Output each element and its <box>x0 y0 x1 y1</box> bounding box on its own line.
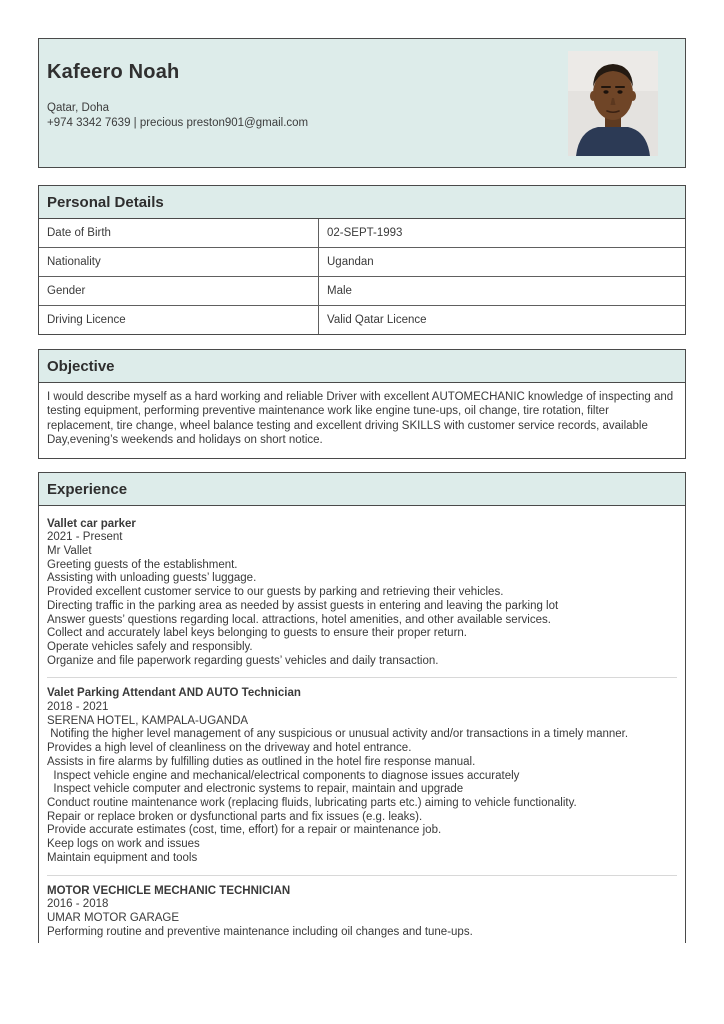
field-label: Date of Birth <box>39 219 319 247</box>
job-employer: Mr Vallet <box>47 545 92 558</box>
field-label: Gender <box>39 277 319 305</box>
field-label: Driving Licence <box>39 306 319 334</box>
job-duty: Organize and file paperwork regarding guests’ vehicles and daily transaction. <box>47 654 439 667</box>
job-duty: Notifing the higher level management of any suspicious or unusual activity and/or transactions in a timely manner. <box>47 728 629 741</box>
portrait-illustration <box>568 51 658 156</box>
job-duty: Answer guests’ questions regarding local. attractions, hotel amenities, and other available services. <box>47 613 551 626</box>
job-duty: Provides a high level of cleanliness on the driveway and hotel entrance. <box>47 742 412 755</box>
personal-details-table <box>39 219 685 334</box>
job-duty: Maintain equipment and tools <box>47 851 198 864</box>
job-duty: Provide accurate estimates (cost, time, effort) for a repair or maintenance job. <box>47 824 442 837</box>
job-separator <box>47 875 677 876</box>
candidate-location: Qatar, Doha <box>47 102 110 114</box>
job-period: 2021 - Present <box>47 531 123 544</box>
job-entry <box>47 885 677 940</box>
section-title-personal-details: Personal Details <box>39 186 685 219</box>
job-duty: Directing traffic in the parking area as needed by assist guests in entering and leaving the parking lot <box>47 599 559 612</box>
job-employer: SERENA HOTEL, KAMPALA-UGANDA <box>47 714 249 727</box>
job-duty: Assisting with unloading guests’ luggage. <box>47 572 257 585</box>
field-label: Nationality <box>39 248 319 276</box>
table-row <box>39 248 685 277</box>
job-period: 2016 - 2018 <box>47 898 109 911</box>
field-value: Male <box>327 285 352 297</box>
job-duty: Performing routine and preventive maintenance including oil changes and tune-ups. <box>47 925 473 938</box>
job-duty: Keep logs on work and issues <box>47 838 200 851</box>
resume-content <box>38 0 686 943</box>
field-value: 02-SEPT-1993 <box>327 227 403 239</box>
section-experience <box>38 472 686 944</box>
job-duty: Greeting guests of the establishment. <box>47 558 238 571</box>
experience-body <box>39 506 685 944</box>
table-row <box>39 219 685 248</box>
section-title-objective: Objective <box>39 350 685 383</box>
table-row <box>39 277 685 306</box>
section-personal-details <box>38 185 686 335</box>
job-title: Valet Parking Attendant AND AUTO Technician <box>47 687 301 700</box>
section-title-experience: Experience <box>39 473 685 506</box>
profile-photo <box>568 51 658 156</box>
table-row <box>39 306 685 334</box>
candidate-contact: +974 3342 7639 | precious preston901@gmail.com <box>47 117 309 129</box>
job-entry <box>47 518 677 669</box>
job-period: 2018 - 2021 <box>47 701 109 714</box>
field-value: Ugandan <box>327 256 374 268</box>
job-separator <box>47 677 677 678</box>
job-employer: UMAR MOTOR GARAGE <box>47 911 180 924</box>
job-duty: Provided excellent customer service to our guests by parking and retrieving their vehicles. <box>47 586 504 599</box>
job-duty: Assists in fire alarms by fulfilling duties as outlined in the hotel fire response manual. <box>47 755 476 768</box>
job-duty: Inspect vehicle engine and mechanical/electrical components to diagnose issues accurately <box>47 769 520 782</box>
job-title: Vallet car parker <box>47 517 136 530</box>
objective-text: I would describe myself as a hard working and reliable Driver with excellent AUTOMECHANIC knowledge of inspecting and testing equipment, performing preventive maintenance work like engine tune-ups, oil change, tire rotation, filter replacement, tire change, wheel balance testing and excellent driving SKILLS with customer service records, available Day,evening’s weekends and holidays on short notice. <box>47 391 674 447</box>
job-duty: Collect and accurately label keys belonging to guests to ensure their proper return. <box>47 627 467 640</box>
job-duty: Conduct routine maintenance work (replacing fluids, lubricating parts etc.) aiming to vehicle functionality. <box>47 796 577 809</box>
job-duty: Operate vehicles safely and responsibly. <box>47 640 253 653</box>
job-entry <box>47 687 677 865</box>
job-duty: Inspect vehicle computer and electronic systems to repair, maintain and upgrade <box>47 783 464 796</box>
section-objective <box>38 349 686 459</box>
header-card <box>38 38 686 168</box>
candidate-name: Kafeero Noah <box>47 61 180 83</box>
field-value: Valid Qatar Licence <box>327 314 427 326</box>
job-title: MOTOR VECHICLE MECHANIC TECHNICIAN <box>47 884 291 897</box>
job-duty: Repair or replace broken or dysfunctional parts and fix issues (e.g. leaks). <box>47 810 423 823</box>
